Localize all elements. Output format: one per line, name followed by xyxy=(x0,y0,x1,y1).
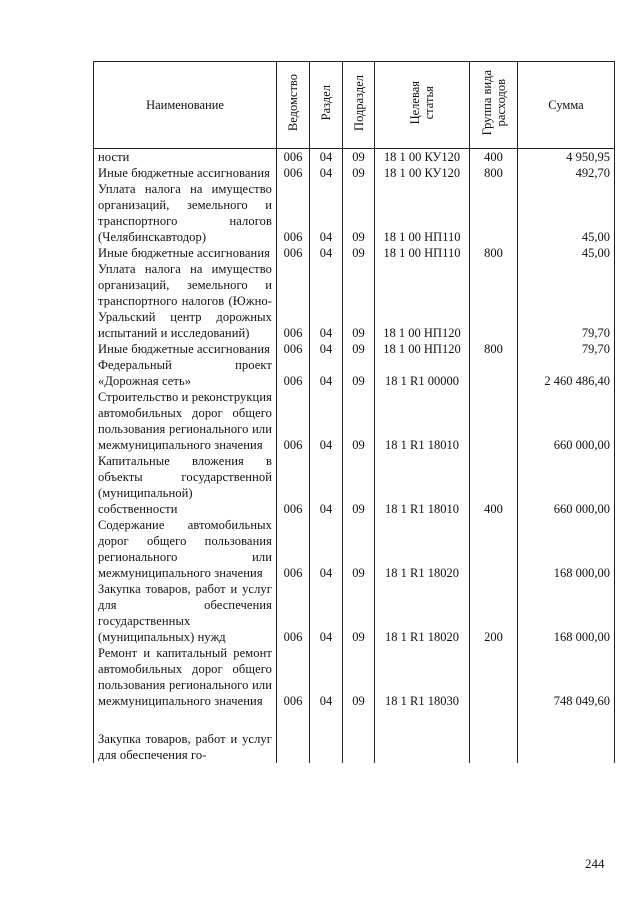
row-section: 04 xyxy=(310,517,343,581)
row-target-article: 18 1 00 НП110 xyxy=(375,245,470,261)
row-expense-group: 400 xyxy=(470,453,518,517)
row-amount: 79,70 xyxy=(518,261,615,341)
row-expense-group xyxy=(470,645,518,709)
row-section: 04 xyxy=(310,357,343,389)
row-section: 04 xyxy=(310,341,343,357)
header-target-article: Целевая статья xyxy=(375,62,470,149)
table-row xyxy=(94,165,615,181)
row-target-article: 18 1 00 КУ120 xyxy=(375,165,470,181)
row-amount xyxy=(518,709,615,763)
table-row xyxy=(94,453,615,517)
row-subsection: 09 xyxy=(343,165,375,181)
row-name: Закупка товаров, работ и услуг для обеспечения государственных (муниципальных) нужд xyxy=(94,581,277,645)
row-expense-group xyxy=(470,389,518,453)
row-subsection xyxy=(343,709,375,763)
row-expense-group: 800 xyxy=(470,245,518,261)
page-number: 244 xyxy=(585,856,605,871)
row-section: 04 xyxy=(310,165,343,181)
row-subsection: 09 xyxy=(343,453,375,517)
row-amount: 168 000,00 xyxy=(518,581,615,645)
row-subsection: 09 xyxy=(343,149,375,166)
row-department: 006 xyxy=(277,581,310,645)
row-amount: 4 950,95 xyxy=(518,149,615,166)
row-expense-group: 400 xyxy=(470,149,518,166)
row-subsection: 09 xyxy=(343,581,375,645)
row-name: Федеральный проект «Дорожная сеть» xyxy=(94,357,277,389)
row-department: 006 xyxy=(277,389,310,453)
header-section: Раздел xyxy=(310,62,343,149)
row-name: Иные бюджетные ассигнования xyxy=(94,341,277,357)
budget-table xyxy=(93,61,615,763)
row-department: 006 xyxy=(277,341,310,357)
row-department: 006 xyxy=(277,517,310,581)
row-expense-group xyxy=(470,261,518,341)
row-section: 04 xyxy=(310,181,343,245)
row-section xyxy=(310,709,343,763)
row-department: 006 xyxy=(277,357,310,389)
table-row xyxy=(94,181,615,245)
row-subsection: 09 xyxy=(343,645,375,709)
row-name: Ремонт и капитальный ремонт автомобильных дорог общего пользования регионального или межмуниципального значения xyxy=(94,645,277,709)
row-department: 006 xyxy=(277,245,310,261)
row-name: Иные бюджетные ассигнования xyxy=(94,245,277,261)
row-name: Содержание автомобильных дорог общего пользования регионального или межмуниципального значения xyxy=(94,517,277,581)
row-target-article: 18 1 00 НП110 xyxy=(375,181,470,245)
row-name: Уплата налога на имущество организаций, земельного и транспортного налогов (Челябинскавтодор) xyxy=(94,181,277,245)
row-name: Иные бюджетные ассигнования xyxy=(94,165,277,181)
row-section: 04 xyxy=(310,261,343,341)
row-amount: 492,70 xyxy=(518,165,615,181)
row-amount: 748 049,60 xyxy=(518,645,615,709)
table-row xyxy=(94,645,615,709)
row-target-article: 18 1 R1 18020 xyxy=(375,581,470,645)
table-row xyxy=(94,517,615,581)
row-subsection: 09 xyxy=(343,261,375,341)
table-header-row xyxy=(94,62,615,149)
row-section: 04 xyxy=(310,245,343,261)
row-name: ности xyxy=(94,149,277,166)
row-expense-group: 800 xyxy=(470,341,518,357)
row-subsection: 09 xyxy=(343,181,375,245)
header-subsection: Подраздел xyxy=(343,62,375,149)
row-section: 04 xyxy=(310,581,343,645)
table-row xyxy=(94,341,615,357)
table-row xyxy=(94,149,615,166)
row-subsection: 09 xyxy=(343,357,375,389)
row-department: 006 xyxy=(277,645,310,709)
row-amount: 45,00 xyxy=(518,181,615,245)
row-section: 04 xyxy=(310,645,343,709)
header-amount: Сумма xyxy=(518,62,615,149)
table-row xyxy=(94,245,615,261)
header-name: Наименование xyxy=(94,62,277,149)
row-amount: 2 460 486,40 xyxy=(518,357,615,389)
row-name: Уплата налога на имущество организаций, земельного и транспортного налогов (Южно-Уральский центр дорожных испытаний и исследований) xyxy=(94,261,277,341)
row-section: 04 xyxy=(310,389,343,453)
row-expense-group xyxy=(470,357,518,389)
table-row xyxy=(94,389,615,453)
row-target-article: 18 1 R1 18010 xyxy=(375,453,470,517)
row-subsection: 09 xyxy=(343,341,375,357)
table-row xyxy=(94,261,615,341)
row-expense-group: 200 xyxy=(470,581,518,645)
row-target-article: 18 1 R1 00000 xyxy=(375,357,470,389)
row-expense-group xyxy=(470,517,518,581)
row-amount: 79,70 xyxy=(518,341,615,357)
row-subsection: 09 xyxy=(343,517,375,581)
row-amount: 168 000,00 xyxy=(518,517,615,581)
row-expense-group xyxy=(470,181,518,245)
table-row xyxy=(94,581,615,645)
row-section: 04 xyxy=(310,453,343,517)
row-section: 04 xyxy=(310,149,343,166)
table-row xyxy=(94,357,615,389)
row-target-article: 18 1 00 НП120 xyxy=(375,341,470,357)
row-amount: 660 000,00 xyxy=(518,389,615,453)
row-target-article xyxy=(375,709,470,763)
row-expense-group: 800 xyxy=(470,165,518,181)
table-row xyxy=(94,709,615,763)
row-name: Закупка товаров, работ и услуг для обеспечения го- xyxy=(94,709,277,763)
row-target-article: 18 1 00 НП120 xyxy=(375,261,470,341)
row-expense-group xyxy=(470,709,518,763)
row-department: 006 xyxy=(277,261,310,341)
row-target-article: 18 1 R1 18010 xyxy=(375,389,470,453)
header-department: Ведомство xyxy=(277,62,310,149)
row-subsection: 09 xyxy=(343,245,375,261)
row-department: 006 xyxy=(277,165,310,181)
row-amount: 660 000,00 xyxy=(518,453,615,517)
row-department: 006 xyxy=(277,181,310,245)
header-expense-group: Группа вида расходов xyxy=(470,62,518,149)
row-target-article: 18 1 R1 18030 xyxy=(375,645,470,709)
row-subsection: 09 xyxy=(343,389,375,453)
row-target-article: 18 1 00 КУ120 xyxy=(375,149,470,166)
row-name: Строительство и реконструкция автомобильных дорог общего пользования регионального или межмуниципального значения xyxy=(94,389,277,453)
row-department xyxy=(277,709,310,763)
row-target-article: 18 1 R1 18020 xyxy=(375,517,470,581)
row-name: Капитальные вложения в объекты государственной (муниципальной) собственности xyxy=(94,453,277,517)
row-amount: 45,00 xyxy=(518,245,615,261)
row-department: 006 xyxy=(277,149,310,166)
row-department: 006 xyxy=(277,453,310,517)
